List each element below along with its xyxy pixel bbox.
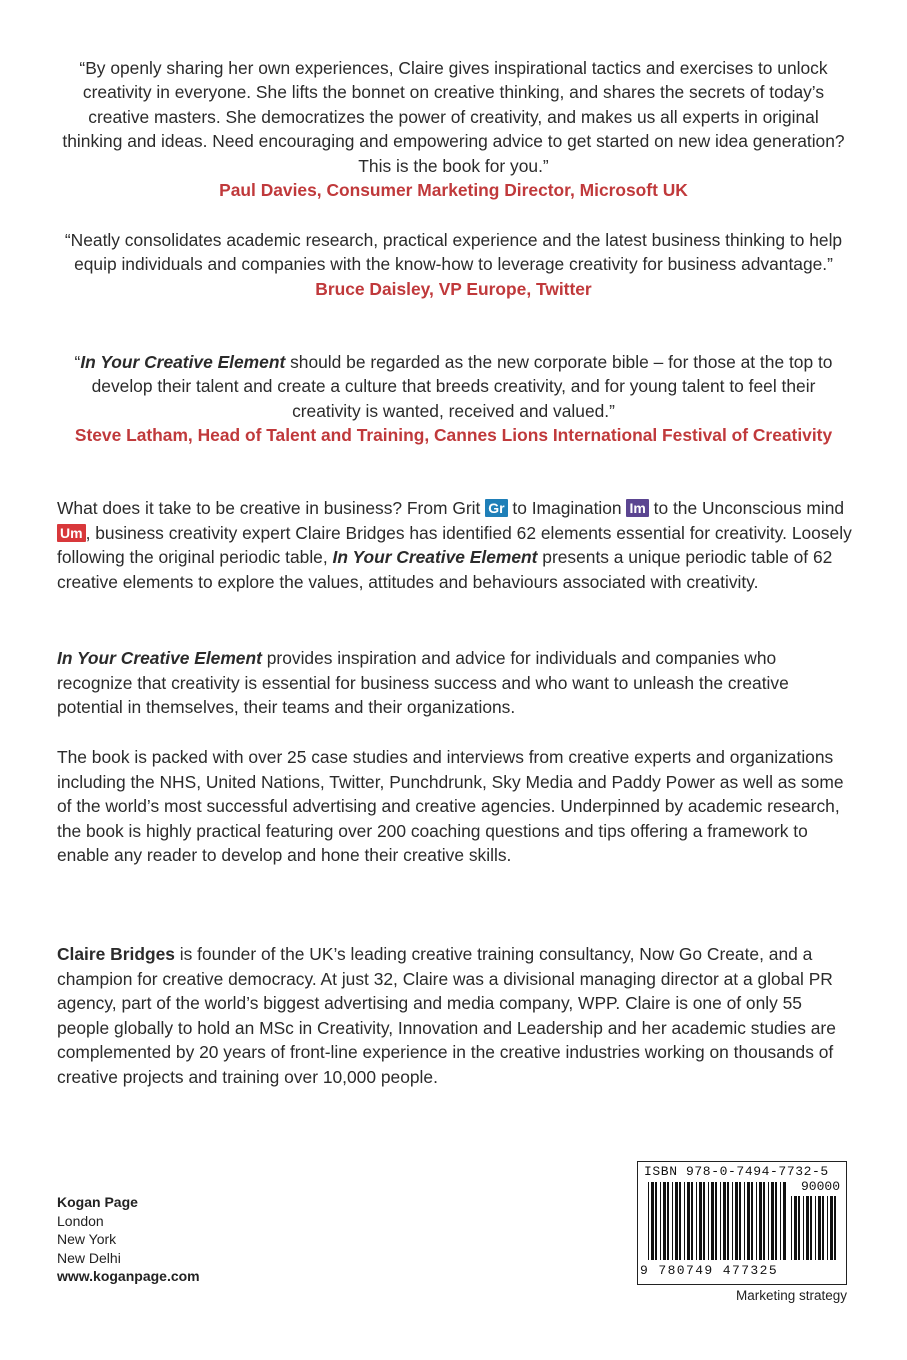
endorsement-quote xyxy=(56,56,851,202)
quote-text: “Neatly consolidates academic research, practical experience and the latest business thinking to help equip individuals and companies with the know-how to leverage creativity for business advantage.” xyxy=(64,230,843,275)
author-bio xyxy=(57,942,852,1089)
quote-text: “By openly sharing her own experiences, Claire gives inspirational tactics and exercises to unlock creativity in everyone. She lifts the bonnet on creative thinking, and shares the secrets of today’s creative masters. She democratizes the power of creativity, and makes us all experts in original thinking and ideas. Need encouraging and empowering advice to get started on new idea generation? This is the book for you.” xyxy=(62,58,845,176)
publisher-block xyxy=(57,1193,200,1286)
quote-body: should be regarded as the new corporate bible – for those at the top to develop their talent and create a culture that breeds creativity, and for young talent to feel their creativity is wanted, received and valued.” xyxy=(91,352,833,421)
price-code: 90000 xyxy=(800,1179,840,1194)
quote-text xyxy=(56,350,851,423)
description-paragraph xyxy=(57,646,852,720)
publisher-name: Kogan Page xyxy=(57,1194,138,1210)
author-name: Claire Bridges xyxy=(57,944,175,964)
quote-attribution: Paul Davies, Consumer Marketing Director, Microsoft UK xyxy=(219,180,688,201)
ean-digits: 9 780749 477325 xyxy=(640,1263,779,1278)
endorsement-quote xyxy=(56,228,851,301)
element-badge-unconscious: Um xyxy=(57,524,86,542)
text-run: to Imagination xyxy=(507,498,627,518)
text-run: , business creativity expert Claire Bridges has identified 62 elements essential for creativity. Loosely following the original periodic table, xyxy=(57,522,852,567)
category-label: Marketing strategy xyxy=(735,1288,847,1303)
quote-open-mark: “ xyxy=(74,352,81,372)
book-title: In Your Creative Element xyxy=(80,352,286,372)
publisher-city: New York xyxy=(57,1231,117,1248)
author-bio-text: is founder of the UK’s leading creative training consultancy, Now Go Create, and a champion for creative democracy. At just 32, Claire was a divisional managing director at a global PR agency, part of the world’s biggest advertising and media company, WPP. Claire is one of only 55 people globally to hold an MSc in Creativity, Innovation and Leadership and her academic studies are complemented by 20 years of front-line experience in the creative industries working on thousands of creative projects and training over 10,000 people. xyxy=(57,944,836,1087)
element-badge-imagination: Im xyxy=(626,499,648,517)
isbn-label: ISBN 978-0-7494-7732-5 xyxy=(644,1164,829,1179)
description-paragraph xyxy=(57,496,852,594)
publisher-website: www.koganpage.com xyxy=(57,1268,200,1285)
isbn-barcode xyxy=(637,1161,847,1285)
book-title: In Your Creative Element xyxy=(57,648,262,668)
publisher-city: New Delhi xyxy=(57,1249,121,1266)
quote-attribution: Steve Latham, Head of Talent and Training, Cannes Lions International Festival of Creativity xyxy=(74,425,833,446)
text-run: What does it take to be creative in business? From Grit xyxy=(57,498,486,518)
text-run: provides inspiration and advice for individuals and companies who recognize that creativity is essential for business success and who want to unleash the creative potential in themselves, their teams and their organizations. xyxy=(57,648,789,717)
element-badge-grit: Gr xyxy=(485,499,507,517)
text-run: to the Unconscious mind xyxy=(648,498,845,518)
text-run: presents a unique periodic table of 62 creative elements to explore the values, attitudes and behaviours associated with creativity. xyxy=(57,547,833,592)
endorsement-quote xyxy=(56,350,851,448)
publisher-city: London xyxy=(57,1212,104,1229)
quote-attribution: Bruce Daisley, VP Europe, Twitter xyxy=(315,278,592,299)
book-title: In Your Creative Element xyxy=(332,547,538,567)
description-paragraph: The book is packed with over 25 case studies and interviews from creative experts and organizations including the NHS, United Nations, Twitter, Punchdrunk, Sky Media and Paddy Power as well as some of the world’s most successful advertising and creative agencies. Underpinned by academic research, the book is highly practical featuring over 200 coaching questions and tips offering a framework to enable any reader to develop and hone their creative skills. xyxy=(57,747,844,865)
